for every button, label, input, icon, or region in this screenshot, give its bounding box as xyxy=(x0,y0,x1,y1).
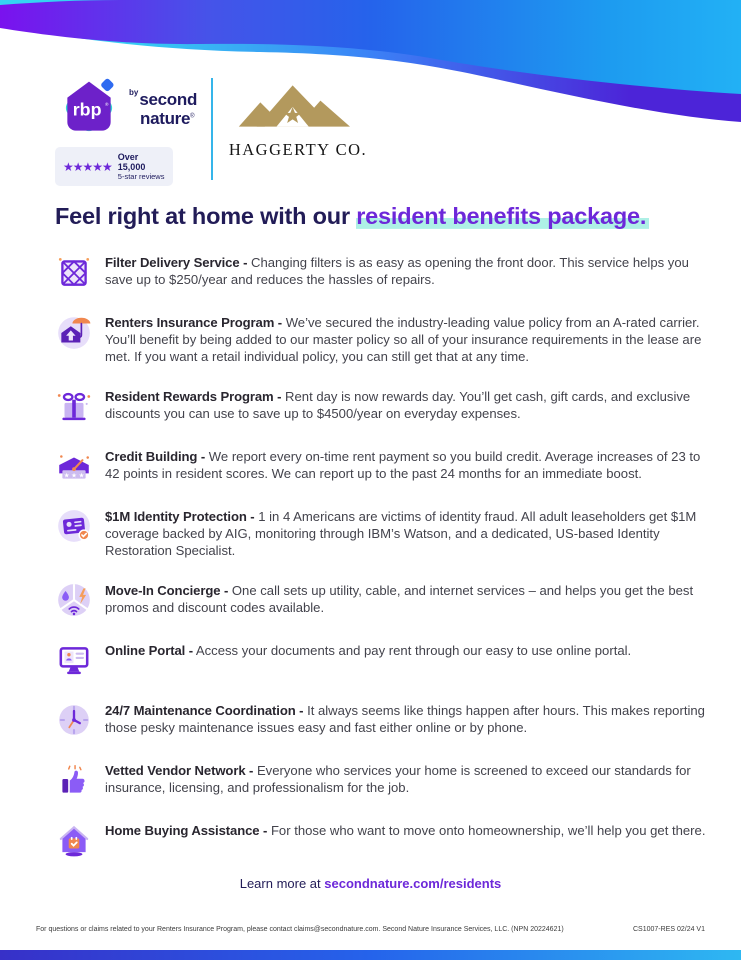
partner-logo xyxy=(223,76,373,160)
svg-text:rbp: rbp xyxy=(72,99,102,120)
thumbs-up-icon xyxy=(55,761,93,799)
reviews-count: Over 15,000 xyxy=(117,152,146,173)
benefit-item-vendor-network: Vetted Vendor Network - Everyone who services your home is screened to exceed our standards for insurance, licensing, and professionalism for the job. xyxy=(55,761,707,799)
fine-print-left: For questions or claims related to your Renters Insurance Program, please contact claims@secondnature.com. Second Nature Insurance Services, LLC. (NPN 20224621) xyxy=(36,926,564,933)
svg-text:★ ★ ★: ★ ★ ★ xyxy=(63,472,85,480)
fine-print xyxy=(0,926,741,933)
second-nature-block xyxy=(55,76,205,186)
residents-link[interactable]: secondnature.com/residents xyxy=(324,876,502,891)
umbrella-icon xyxy=(55,313,93,351)
benefit-item-identity-protection: $1M Identity Protection - 1 in 4 Americans are victims of identity fraud. All adult leaseholders get $1M coverage backed by AIG, monitoring through IBM’s Watson, and a dedicated, US-based Identity Restoration Specialist. xyxy=(55,507,707,559)
filter-icon xyxy=(55,253,93,291)
partner-name: HAGGERTY CO. xyxy=(228,140,368,159)
benefit-item-maintenance: 24/7 Maintenance Coordination - It always seems like things happen after hours. This makes reporting those pesky maintenance issues easy and fast either online or by phone. xyxy=(55,701,707,739)
reviews-badge xyxy=(55,147,173,186)
fine-print-right: CS1007-RES 02/24 V1 xyxy=(633,926,705,933)
utilities-icon xyxy=(55,581,93,619)
star-rating-icon: ★★★★★ xyxy=(63,159,112,174)
house-icon xyxy=(55,821,93,859)
reviews-label: 5-star reviews xyxy=(117,171,165,181)
rbp-logo-icon xyxy=(55,76,123,140)
benefit-item-renters-insurance: Renters Insurance Program - We’ve secured the industry-leading value policy from an A-rated carrier. You’ll benefit by being added to our master policy so all of your insurance requirements in the lease are met. If you want a retail individual policy, you can still get that at any time. xyxy=(55,313,707,365)
gauge-icon xyxy=(55,447,93,485)
monitor-icon xyxy=(55,641,93,679)
logo-divider xyxy=(211,78,213,180)
benefit-item-home-buying: Home Buying Assistance - For those who want to move onto homeownership, we’ll help you get there. xyxy=(55,821,707,859)
benefit-item-filter-delivery: Filter Delivery Service - Changing filters is as easy as opening the front door. This service helps you save up to $250/year and reduces the hassles of repairs. xyxy=(55,253,707,291)
clock-icon xyxy=(55,701,93,739)
gift-icon xyxy=(55,387,93,425)
learn-more-line: Learn more at secondnature.com/residents xyxy=(239,876,502,891)
headline-highlight: resident benefits package. xyxy=(356,203,649,229)
benefits-list xyxy=(55,253,707,881)
page-title: Feel right at home with our resident benefits package. xyxy=(55,203,705,230)
footer-wave xyxy=(0,950,741,960)
second-nature-wordmark: $^{by}$second nature® xyxy=(129,87,198,128)
benefit-item-credit-building: ★ ★ ★ Credit Building - We report every on-time rent payment so you build credit. Average increases of 23 to 42 points in resident scores. We can report up to the past 24 months for an immediate boost. xyxy=(55,447,707,485)
id-card-icon xyxy=(55,507,93,545)
svg-text:®: ® xyxy=(105,102,109,108)
benefit-item-online-portal: Online Portal - Access your documents and pay rent through our easy to use online portal. xyxy=(55,641,707,679)
mountain-icon xyxy=(234,80,362,132)
benefit-item-move-in-concierge: Move-In Concierge - One call sets up utility, cable, and internet services – and helps you get the best promos and discount codes available. xyxy=(55,581,707,619)
benefit-item-resident-rewards: Resident Rewards Program - Rent day is now rewards day. You’ll get cash, gift cards, and exclusive discounts you can use to save up to $4500/year on everyday expenses. xyxy=(55,387,707,425)
logo-row xyxy=(55,76,373,186)
